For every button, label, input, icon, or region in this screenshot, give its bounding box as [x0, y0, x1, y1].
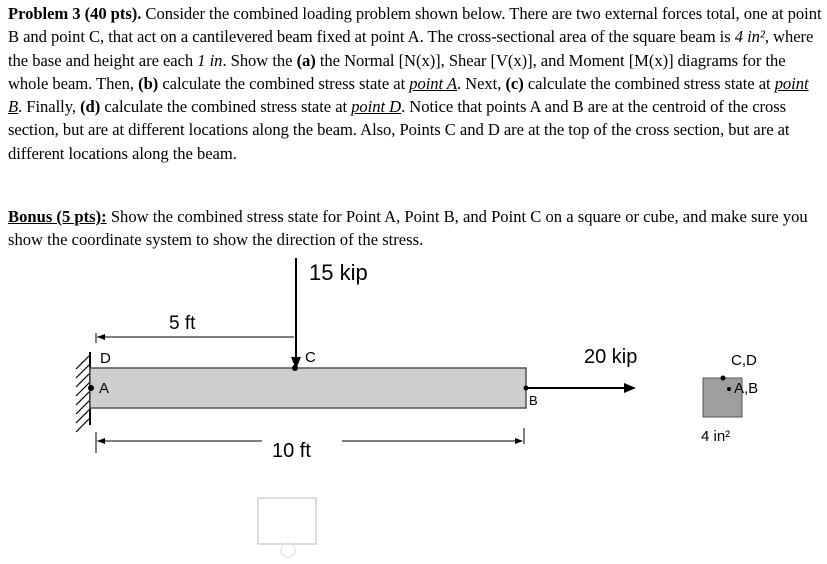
problem-text-1: Consider the combined loading problem shown below. There are two external forces total, one at point B and point C, that act on a cantilevered beam fixed at point A. The cross-sectional area of the square beam is: [8, 4, 822, 47]
problem-text-6: . Next,: [456, 73, 506, 93]
bonus-heading: Bonus (5 pts):: [8, 207, 107, 226]
problem-text-4: the Normal [N(x)], Shear [V(x)], and Moment [M(x)] diagrams for the whole beam. Then,: [8, 50, 786, 93]
point-a-marker: [88, 385, 94, 391]
wall-hatch: [76, 355, 90, 432]
cs-top-marker: [721, 376, 726, 381]
load-c-label: 15 kip: [309, 260, 368, 285]
dim-10-right-arrowhead: [515, 438, 523, 444]
cs-top-label: C,D: [731, 352, 757, 369]
problem-text-10: . Notice that points A and B are at the centroid of the cross section, but are at different locations along the beam. Also, Points C and D are at the top of the cross section, but are at different locations along the beam.: [8, 97, 790, 163]
dim-10-label: 10 ft: [272, 440, 311, 462]
point-a-label: A: [99, 380, 110, 397]
problem-text-5: calculate the combined stress state at: [158, 73, 410, 93]
faint-box: [258, 498, 316, 544]
dim-5-label: 5 ft: [169, 313, 196, 334]
beam: [90, 368, 526, 408]
point-d-label: D: [100, 350, 111, 367]
problem-text-8: . Finally,: [18, 97, 81, 117]
problem-text-9: calculate the combined stress state at: [100, 97, 352, 117]
point-b-label: B: [529, 393, 538, 408]
point-c-marker: [292, 365, 298, 371]
point-d-ref: point D: [351, 97, 402, 117]
problem-text-2: , where the base and height are each: [8, 27, 814, 70]
problem-text-3: . Show the: [222, 50, 297, 70]
dim-5-arrowhead: [97, 334, 105, 340]
part-c-tag: (c): [505, 73, 524, 93]
point-a-ref: point A: [409, 73, 457, 93]
point-c-label: C: [305, 349, 316, 366]
point-b-marker: [524, 386, 529, 391]
point-b-ref: point B: [8, 73, 809, 117]
dim-10-left-arrowhead: [97, 438, 105, 444]
part-b-tag: (b): [138, 73, 159, 93]
problem-heading: Problem 3 (40 pts).: [8, 4, 142, 23]
cs-area-label: 4 in²: [701, 428, 731, 445]
cs-center-marker: [727, 387, 731, 391]
area-value: 4 in²: [734, 27, 765, 47]
problem-text-7: calculate the combined stress state at: [523, 73, 775, 93]
load-b-label: 20 kip: [584, 346, 638, 368]
part-a-tag: (a): [296, 50, 316, 70]
part-d-tag: (d): [80, 97, 101, 117]
side-value: 1 in: [197, 50, 223, 70]
load-b-arrowhead: [624, 383, 636, 393]
faint-circle: [281, 543, 295, 557]
bonus-text: Show the combined stress state for Point A, Point B, and Point C on a square or cube, and make sure you show the coordinate system to show the direction of the stress.: [8, 207, 808, 250]
cs-center-label: A,B: [734, 380, 759, 397]
